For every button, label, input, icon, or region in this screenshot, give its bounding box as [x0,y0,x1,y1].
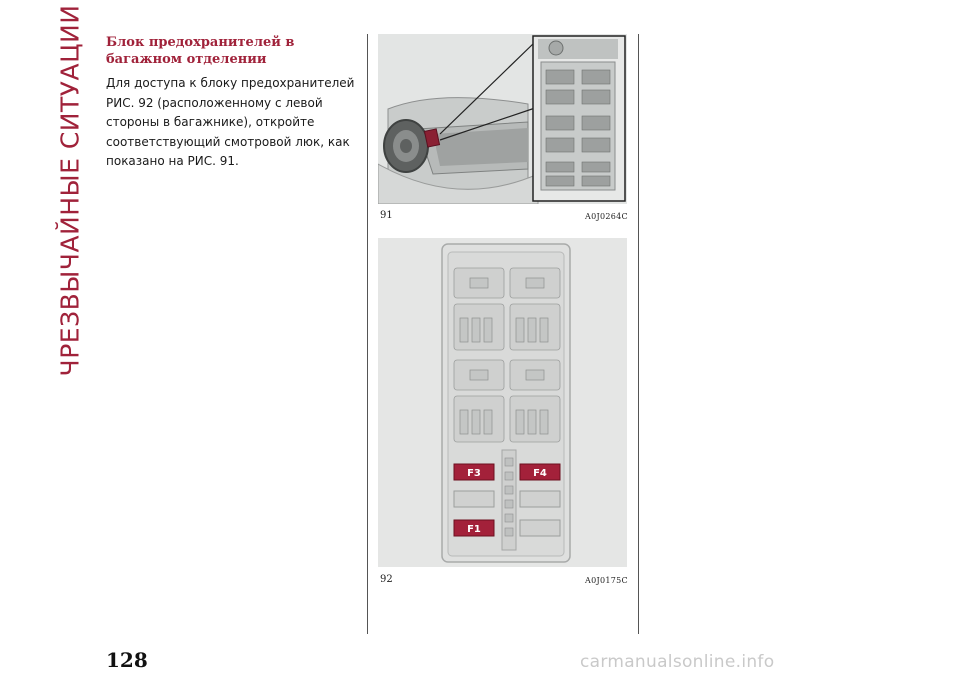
figure-91-code: A0J0264C [585,212,628,221]
fuse-access-panel-highlight [424,129,439,147]
fuse-f4-label: F4 [533,468,547,479]
figure-91-trunk-illustration [378,34,627,204]
fuse-f1-label: F1 [467,524,481,535]
figure-91-number: 91 [380,210,393,221]
fuse-box-drawing [378,238,627,567]
body-paragraph: Для доступа к блоку предохранителей РИС. 92 (расположенному с левой стороны в багажнике), откройте соответствующий смотровой люк, как показано на РИС. 91. [106,76,355,168]
section-title-vertical [50,4,90,376]
figure-92-code: A0J0175C [585,576,628,585]
column-divider-right [638,34,639,634]
figure-92-fuse-box [378,238,627,567]
fuse-f3-label: F3 [467,468,481,479]
watermark: carmanualsonline.info [580,652,775,672]
page-number: 128 [106,648,148,672]
section-title-text: ЧРЕЗВЫЧАЙНЫЕ СИТУАЦИИ [55,4,85,376]
trunk-drawing [378,34,627,204]
column-divider-left [367,34,368,634]
section-heading: Блок предохранителей в багажном отделении [106,35,295,67]
text-column [106,34,361,172]
figure-92-number: 92 [380,574,393,585]
